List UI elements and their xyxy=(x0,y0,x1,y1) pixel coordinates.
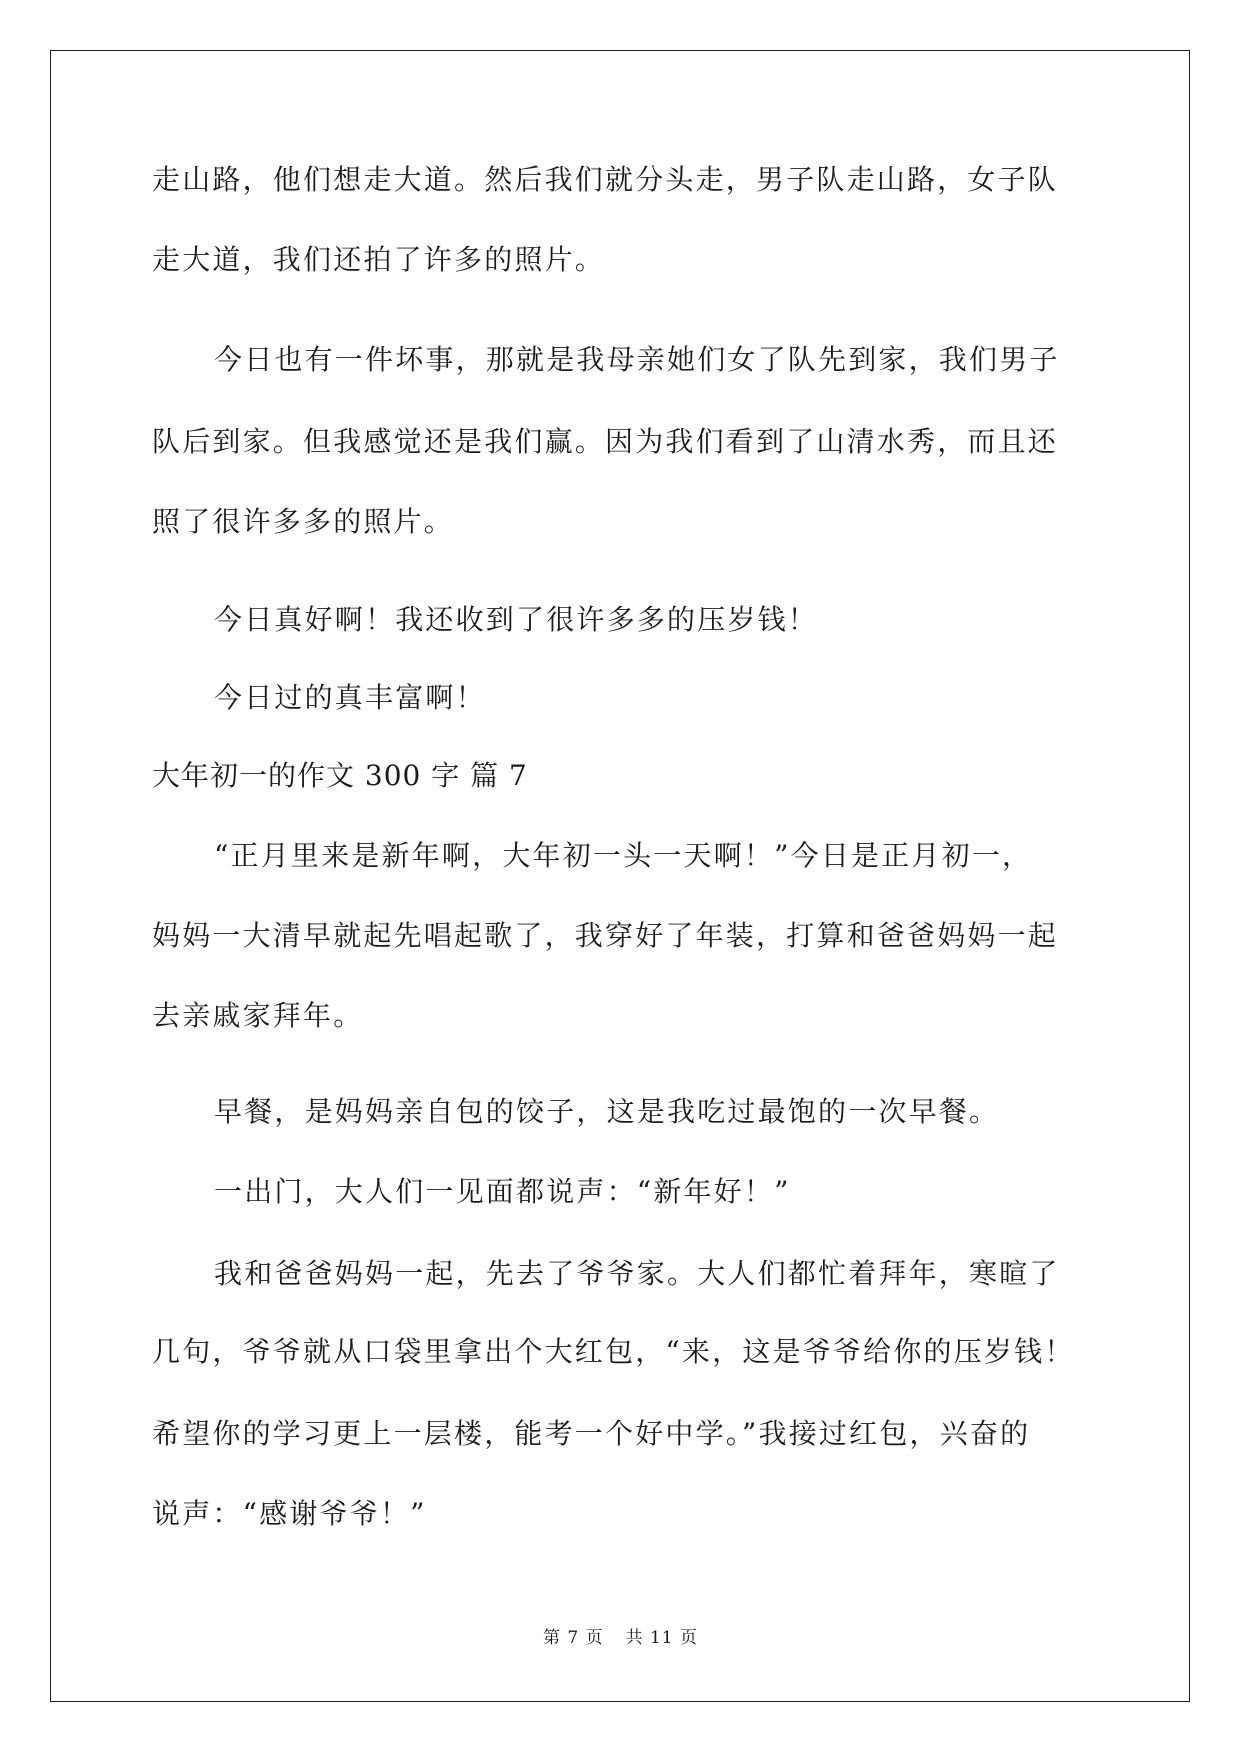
section-heading: 大年初一的作文 300 字 篇 7 xyxy=(152,759,528,792)
body-line: 队后到家。但我感觉还是我们赢。因为我们看到了山清水秀，而且还 xyxy=(152,425,1059,458)
page-footer xyxy=(0,1626,1241,1650)
paragraph-line: “正月里来是新年啊，大年初一头一天啊！”今日是正月初一， xyxy=(214,839,1033,872)
paragraph-line: 一出门，大人们一见面都说声：“新年好！” xyxy=(214,1175,791,1208)
paragraph-line: 今日也有一件坏事，那就是我母亲她们女了队先到家，我们男子 xyxy=(214,343,1060,376)
paragraph-line: 今日过的真丰富啊！ xyxy=(214,681,486,714)
page-total: 共 11 页 xyxy=(625,1628,699,1648)
body-line: 几句，爷爷就从口袋里拿出个大红包，“来，这是爷爷给你的压岁钱！ xyxy=(152,1335,1075,1368)
body-line: 去亲戚家拜年。 xyxy=(152,999,364,1032)
body-line: 希望你的学习更上一层楼，能考一个好中学。”我接过红包，兴奋的 xyxy=(152,1417,1031,1450)
paragraph-line: 早餐，是妈妈亲自包的饺子，这是我吃过最饱的一次早餐。 xyxy=(214,1095,1000,1128)
body-line: 说声：“感谢爷爷！” xyxy=(152,1497,427,1530)
body-line: 走大道，我们还拍了许多的照片。 xyxy=(152,243,606,276)
paragraph-line: 今日真好啊！我还收到了很许多多的压岁钱！ xyxy=(214,603,819,636)
body-line: 妈妈一大清早就起先唱起歌了，我穿好了年装，打算和爸爸妈妈一起 xyxy=(152,919,1059,952)
page-border xyxy=(50,50,1190,1702)
body-line: 走山路，他们想走大道。然后我们就分头走，男子队走山路，女子队 xyxy=(152,163,1059,196)
body-line: 照了很许多多的照片。 xyxy=(152,505,455,538)
page-number: 第 7 页 xyxy=(542,1628,604,1648)
paragraph-line: 我和爸爸妈妈一起，先去了爷爷家。大人们都忙着拜年，寒暄了 xyxy=(214,1257,1060,1290)
